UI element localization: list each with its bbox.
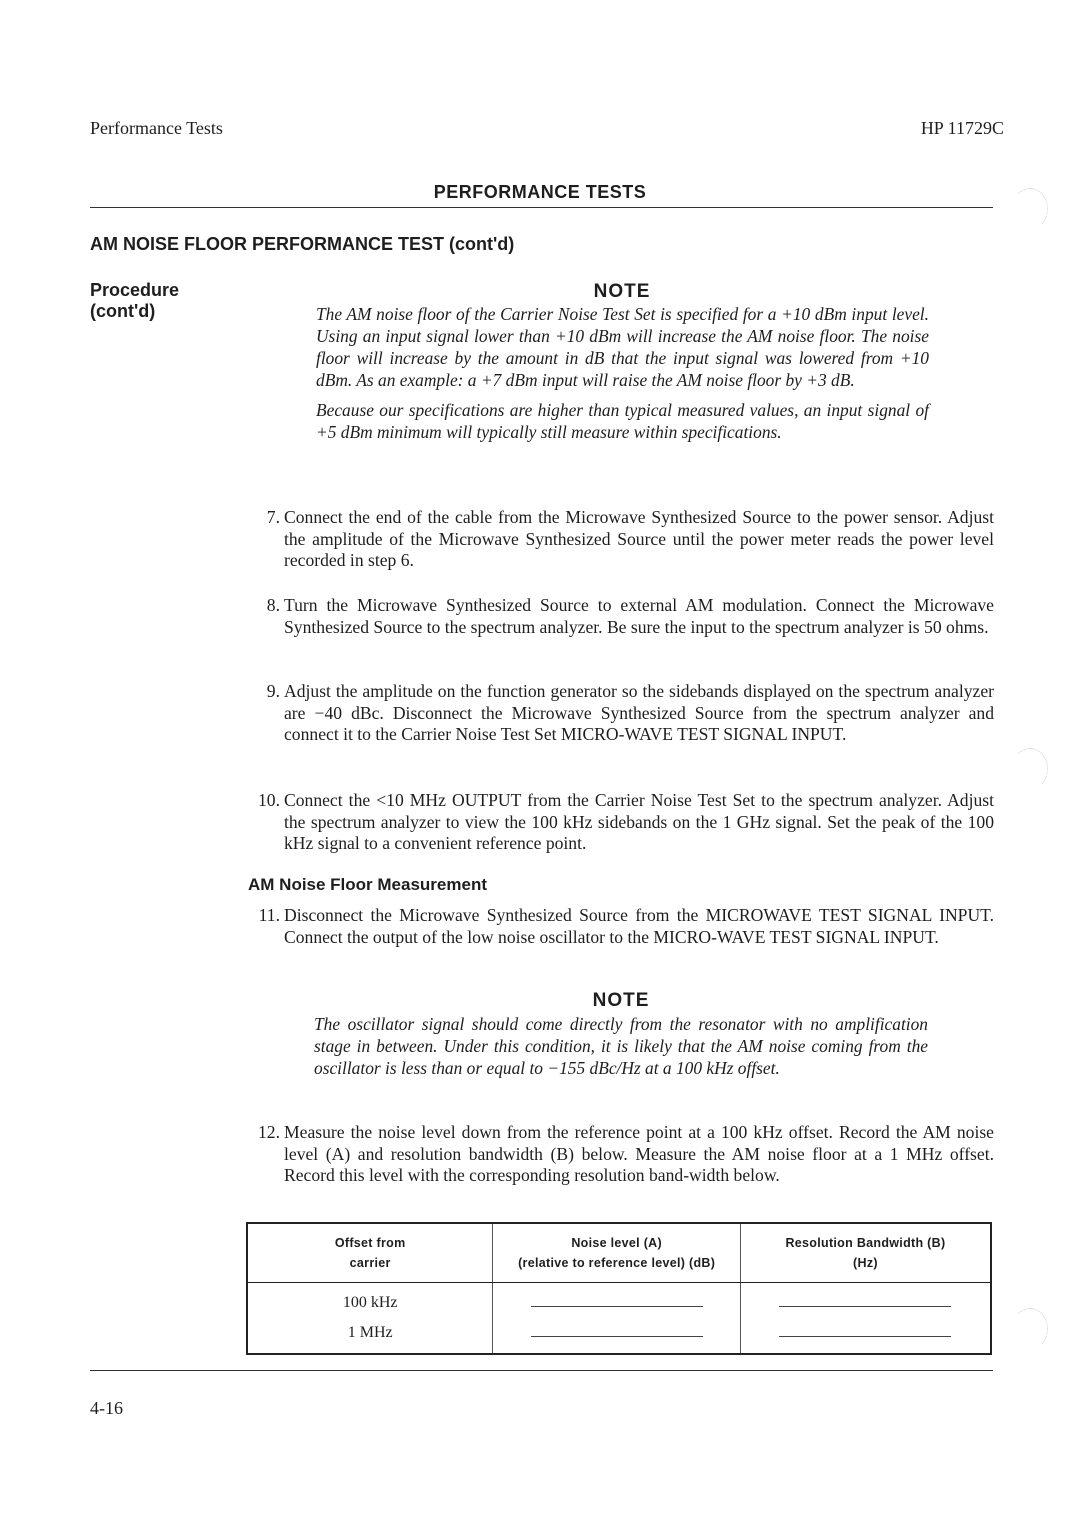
blank-line xyxy=(779,1296,951,1307)
step-text: Connect the <10 MHz OUTPUT from the Carrier Noise Test Set to the spectrum analyzer. Adjust the spectrum analyzer to view the 100 kHz sidebands on the 1 GHz signal. Set the peak of the 100 kHz signal to a convenient reference point. xyxy=(284,790,994,853)
step-number: 9. xyxy=(266,681,280,701)
step-text: Adjust the amplitude on the function generator so the sidebands displayed on the spectrum analyzer are −40 dBc. Disconnect the Microwave Synthesized Source from the spectrum analyzer and connect it to the Carrier Noise Test Set MICRO-WAVE TEST SIGNAL INPUT. xyxy=(284,681,994,744)
table-header-row xyxy=(247,1223,991,1283)
blank-line xyxy=(531,1296,703,1307)
note-paragraph: The oscillator signal should come directly from the resonator with no amplification stage in between. Under this condition, it is likely that the AM noise coming from the oscillator is less than or equal to −155 dBc/Hz at a 100 kHz offset. xyxy=(314,1014,928,1078)
offset-cell: 1 MHz xyxy=(247,1318,493,1354)
blank-line xyxy=(531,1326,703,1337)
noise-level-entry xyxy=(493,1318,741,1354)
binder-hole-mark xyxy=(1012,748,1048,790)
note-paragraph: The AM noise floor of the Carrier Noise Test Set is specified for a +10 dBm input level. Using an input signal lower than +10 dBm will increase the AM noise floor. The noise floor will increase by the amount in dB that the input signal was lowered from +10 dBm. As an example: a +7 dBm input will raise the AM noise floor by +3 dB. xyxy=(316,304,929,390)
step-number: 12. xyxy=(258,1122,280,1142)
subsection-title: AM NOISE FLOOR PERFORMANCE TEST (cont'd) xyxy=(90,234,515,254)
measurement-subheading: AM Noise Floor Measurement xyxy=(248,875,487,894)
step-number: 10. xyxy=(258,790,280,810)
footer-divider xyxy=(90,1370,993,1371)
procedure-side-label xyxy=(90,280,179,322)
section-title: PERFORMANCE TESTS xyxy=(433,182,647,202)
column-header-line: Resolution Bandwidth (B) xyxy=(785,1236,946,1250)
procedure-step-10 xyxy=(244,790,994,855)
measurement-record-table xyxy=(246,1222,992,1355)
noise-level-entry xyxy=(493,1283,741,1319)
bandwidth-entry xyxy=(740,1283,991,1319)
note-title: NOTE xyxy=(592,990,650,1011)
blank-line xyxy=(779,1326,951,1337)
procedure-step-8 xyxy=(244,595,994,638)
procedure-step-11 xyxy=(244,905,994,948)
step-text: Turn the Microwave Synthesized Source to external AM modulation. Connect the Microwave Synthesized Source to the spectrum analyzer. Be sure the input to the spectrum analyzer is 50 ohms. xyxy=(284,595,994,637)
binder-hole-mark xyxy=(1012,188,1048,230)
page-number: 4-16 xyxy=(90,1398,123,1418)
side-label-line1: Procedure xyxy=(90,280,180,300)
running-header-right: HP 11729C xyxy=(920,118,1004,138)
column-header-line: Offset from xyxy=(334,1236,406,1250)
step-text: Measure the noise level down from the reference point at a 100 kHz offset. Record the AM noise level (A) and resolution bandwidth (B) below. Measure the AM noise floor at a 1 MHz offset. Record this level with the corresponding resolution band-width below. xyxy=(284,1122,994,1185)
note-title: NOTE xyxy=(593,281,651,302)
note-paragraph: Because our specifications are higher than typical measured values, an input signal of +5 dBm minimum will typically still measure within specifications. xyxy=(316,400,929,442)
step-number: 8. xyxy=(266,595,280,615)
binder-hole-mark xyxy=(1012,1308,1048,1350)
column-header-line: carrier xyxy=(349,1256,391,1270)
column-header-noise-level xyxy=(493,1223,741,1283)
column-header-line: Noise level (A) xyxy=(571,1236,662,1250)
table-row xyxy=(247,1283,991,1319)
side-label-line2: (cont'd) xyxy=(90,301,156,321)
header-divider xyxy=(90,207,993,208)
step-number: 7. xyxy=(266,507,280,527)
column-header-offset xyxy=(247,1223,493,1283)
bandwidth-entry xyxy=(740,1318,991,1354)
table-row xyxy=(247,1318,991,1354)
running-header-left: Performance Tests xyxy=(90,118,223,138)
column-header-line: (Hz) xyxy=(853,1256,878,1270)
offset-cell: 100 kHz xyxy=(247,1283,493,1319)
step-number: 11. xyxy=(258,905,280,925)
column-header-line: (relative to reference level) (dB) xyxy=(518,1256,716,1270)
note-body xyxy=(316,303,929,451)
procedure-step-9 xyxy=(244,681,994,746)
note-body xyxy=(314,1013,928,1087)
procedure-step-7 xyxy=(244,507,994,572)
step-text: Disconnect the Microwave Synthesized Source from the MICROWAVE TEST SIGNAL INPUT. Connect the output of the low noise oscillator to the MICRO-WAVE TEST SIGNAL INPUT. xyxy=(284,905,994,947)
column-header-resolution-bandwidth xyxy=(740,1223,991,1283)
procedure-step-12 xyxy=(244,1122,994,1187)
step-text: Connect the end of the cable from the Microwave Synthesized Source to the power sensor. Adjust the amplitude of the Microwave Synthesized Source until the power meter reads the power level recorded in step 6. xyxy=(284,507,994,570)
